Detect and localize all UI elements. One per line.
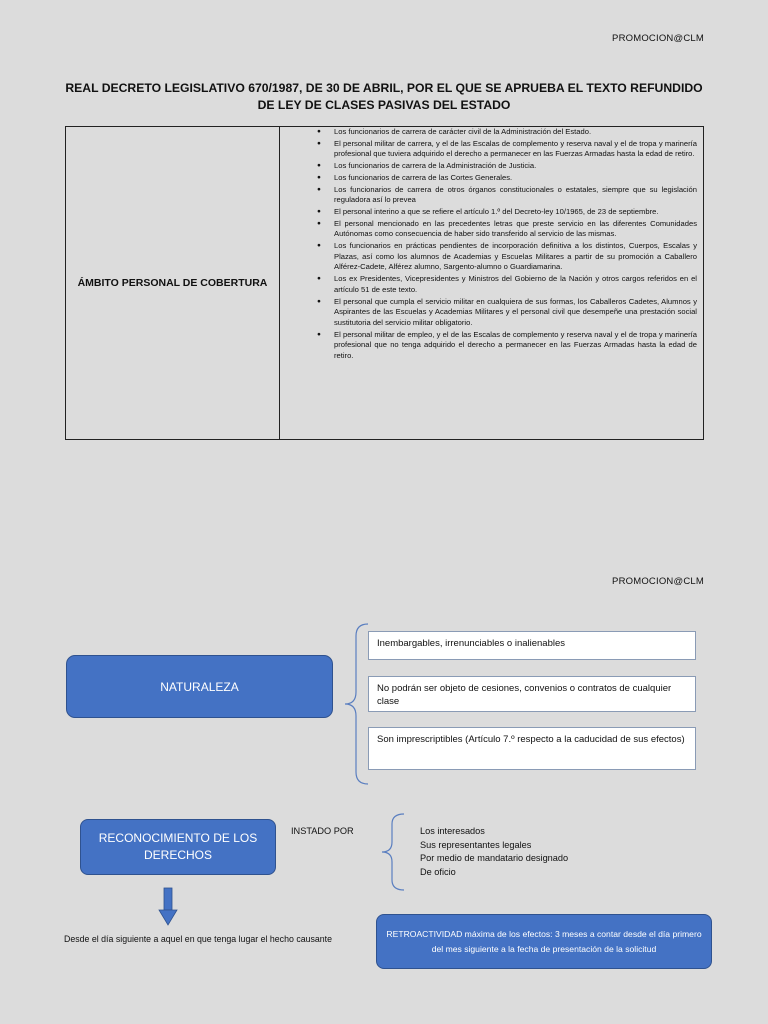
- naturaleza-item: Son imprescriptibles (Artículo 7.º respecto a la caducidad de sus efectos): [368, 727, 696, 770]
- table-left-label: ÁMBITO PERSONAL DE COBERTURA: [66, 127, 280, 439]
- coverage-item: ● Los funcionarios de carrera de la Administración de Justicia.: [334, 161, 697, 172]
- naturaleza-box: NATURALEZA: [66, 655, 333, 718]
- coverage-item: ● El personal militar de empleo, y el de las Escalas de complemento y reserva naval y el de tropa y marinería profesional que no tenga adquirido el derecho a permanecer en las Fuerzas Armadas hasta la edad de retiro.: [334, 330, 697, 362]
- list-item: Sus representantes legales: [420, 839, 532, 850]
- coverage-item: ● Los ex Presidentes, Vicepresidentes y Ministros del Gobierno de la Nación y otros cargos referidos en el artículo 51 de este texto.: [334, 274, 697, 295]
- down-arrow-icon: [159, 888, 177, 925]
- coverage-item: ● Los funcionarios de carrera de carácter civil de la Administración del Estado.: [334, 127, 697, 138]
- list-item: Por medio de mandatario designado: [420, 853, 569, 864]
- coverage-item: ● Los funcionarios de carrera de otros órganos constitucionales o estatales, siempre que su legislación reguladora así lo prevea: [334, 185, 697, 206]
- naturaleza-item: No podrán ser objeto de cesiones, convenios o contratos de cualquier clase: [368, 676, 696, 712]
- header-tag-2: PROMOCION@CLM: [612, 576, 704, 587]
- coverage-item: ● Los funcionarios en prácticas pendientes de incorporación definitiva a los distintos, Cuerpos, Escalas y Plazas, así como los alumnos de Academias y Escuelas Militares a partir de su promoción a Caballero Alférez-Cadete, Alférez alumno, Sargento-alumno o Guardiamarina.: [334, 241, 697, 273]
- header-tag: PROMOCION@CLM: [612, 33, 704, 44]
- coverage-item: ● El personal mencionado en las precedentes letras que preste servicio en las diferentes Comunidades Autónomas como consecuencia de haber sido transferido al servicio de las mismas.: [334, 219, 697, 240]
- desde-text: Desde el día siguiente a aquel en que tenga lugar el hecho causante: [64, 934, 333, 944]
- list-item: De oficio: [420, 867, 456, 878]
- coverage-item: ● El personal interino a que se refiere el artículo 1.º del Decreto-ley 10/1965, de 23 de septiembre.: [334, 207, 697, 218]
- instado-por-label: INSTADO POR: [291, 826, 354, 836]
- list-item: Los interesados: [420, 826, 485, 836]
- retroactividad-box: RETROACTIVIDAD máxima de los efectos: 3 meses a contar desde el día primero del mes siguiente a la fecha de presentación de la solicitud: [376, 914, 712, 969]
- naturaleza-item: Inembargables, irrenunciables o inalienables: [368, 631, 696, 660]
- coverage-item: ● El personal que cumpla el servicio militar en cualquiera de sus formas, los Caballeros Cadetes, Alumnos y Aspirantes de las Escuelas y Academias Militares y el personal civil que desempeñe una prestación social sustitutoria del servicio militar obligatorio.: [334, 297, 697, 329]
- brace-icon: [345, 624, 368, 784]
- brace-icon: [382, 814, 404, 890]
- coverage-item: ● El personal militar de carrera, y el de las Escalas de complemento y reserva naval y el de tropa y marinería profesional que tuviera adquirido el derecho a permanecer en las Fuerzas Armadas hasta la edad de retiro.: [334, 139, 697, 160]
- page-title: REAL DECRETO LEGISLATIVO 670/1987, DE 30 DE ABRIL, POR EL QUE SE APRUEBA EL TEXTO REFUNDIDO DE LEY DE CLASES PASIVAS DEL ESTADO: [65, 81, 703, 112]
- reconocimiento-box: RECONOCIMIENTO DE LOS DERECHOS: [80, 819, 276, 875]
- coverage-item: ● Los funcionarios de carrera de las Cortes Generales.: [334, 173, 697, 184]
